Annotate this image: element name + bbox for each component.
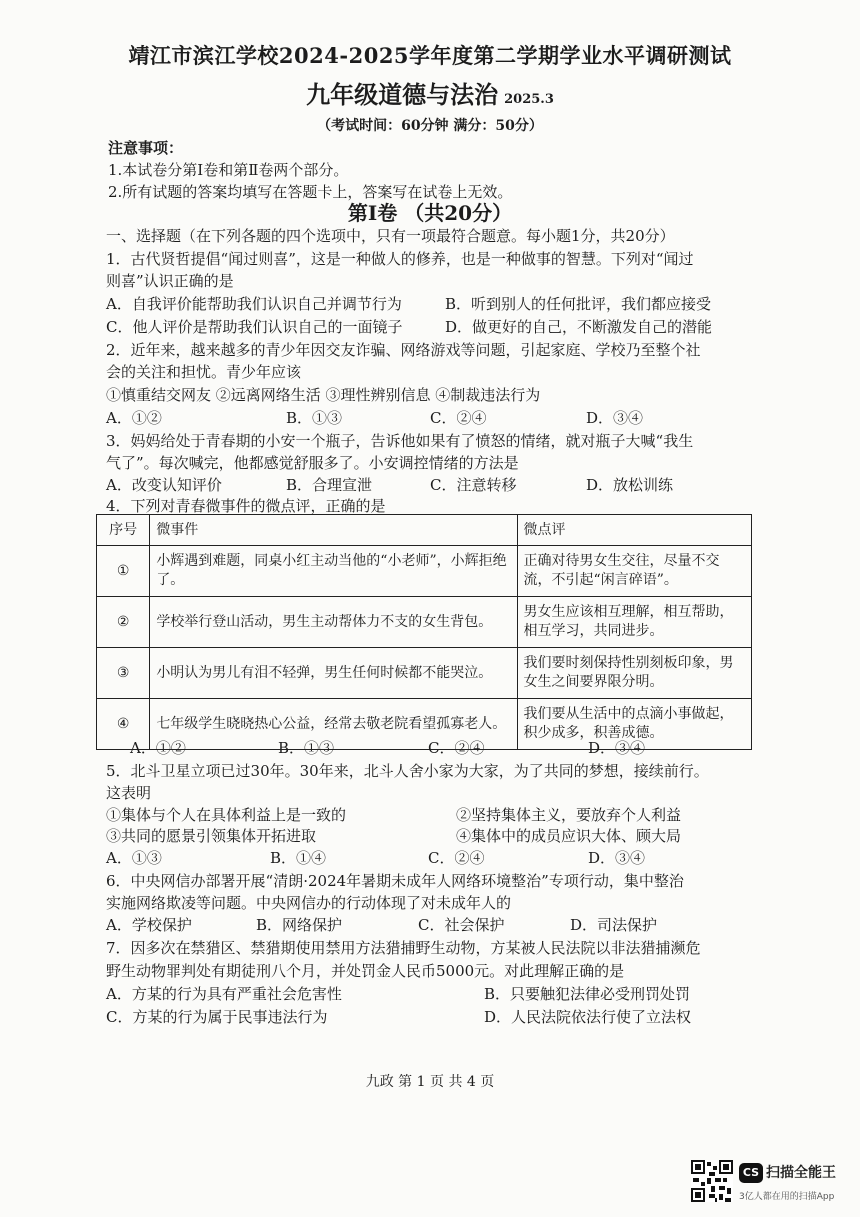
q6-stem-line1: 6．中央网信办部署开展“清朗·2024年暑期未成年人网络环境整治”专项行动，集中整治: [106, 872, 684, 890]
row-comment: 男女生应该相互理解，相互帮助，相互学习，共同进步。: [517, 597, 751, 648]
q1-option-d: D．做更好的自己，不断激发自己的潜能: [445, 318, 713, 336]
exam-date: 2025.3: [504, 92, 554, 107]
table-row: [97, 597, 752, 648]
q3-option-a: A．改变认知评价: [106, 476, 222, 494]
exam-subject: [0, 80, 860, 115]
q2-statements: ①慎重结交网友 ②远离网络生活 ③理性辨别信息 ④制裁违法行为: [106, 386, 541, 404]
table-row: [97, 648, 752, 699]
q6-option-a: A．学校保护: [106, 916, 192, 934]
q5-statement-1: ①集体与个人在具体利益上是一致的: [106, 806, 347, 824]
q1-stem-line2: 则喜”认识正确的是: [106, 272, 234, 290]
q5-statement-3: ③共同的愿景引领集体开拓进取: [106, 827, 317, 845]
q2-stem-line2: 会的关注和担忧。青少年应该: [106, 363, 302, 381]
q1-stem-line1: 1．古代贤哲提倡“闻过则喜”，这是一种做人的修养，也是一种做事的智慧。下列对“闻过: [106, 250, 694, 268]
subject-name: 九年级道德与法治: [306, 80, 499, 109]
q7-stem-line2: 野生动物罪判处有期徒刑八个月，并处罚金人民币5000元。对此理解正确的是: [106, 962, 625, 980]
table-header-event: 微事件: [150, 515, 517, 546]
row-comment: 正确对待男女生交往，尽量不交流，不引起“闲言碎语”。: [517, 546, 751, 597]
q2-stem-line1: 2．近年来，越来越多的青少年因交友诈骗、网络游戏等问题，引起家庭、学校乃至整个社: [106, 341, 701, 359]
q3-option-d: D．放松训练: [586, 476, 674, 494]
row-event: 小辉遇到难题，同桌小红主动当他的“小老师”，小辉拒绝了。: [150, 546, 517, 597]
table-row: [97, 699, 752, 750]
scanner-app-name: 扫描全能王: [766, 1165, 836, 1181]
row-comment: 我们要从生活中的点滴小事做起，积少成多，积善成德。: [517, 699, 751, 750]
q4-option-b: B．①③: [278, 739, 335, 757]
q4-option-c: C．②④: [428, 739, 485, 757]
q7-option-a: A．方某的行为具有严重社会危害性: [106, 985, 342, 1003]
row-event: 小明认为男儿有泪不轻弹，男生任何时候都不能哭泣。: [150, 648, 517, 699]
q5-statement-2: ②坚持集体主义，要放弃个人利益: [456, 806, 682, 824]
table-header-no: 序号: [97, 515, 150, 546]
notice-item-2: 2.所有试题的答案均填写在答题卡上，答案写在试卷上无效。: [108, 183, 513, 201]
q1-option-a: A．自我评价能帮助我们认识自己并调节行为: [106, 295, 402, 313]
q3-option-c: C．注意转移: [430, 476, 517, 494]
exam-title: 靖江市滨江学校2024-2025学年度第二学期学业水平调研测试: [128, 43, 732, 68]
q5-option-d: D．③④: [588, 849, 646, 867]
q2-option-a: A．①②: [106, 409, 162, 427]
q3-stem-line1: 3．妈妈给处于青春期的小安一个瓶子，告诉他如果有了愤怒的情绪，就对瓶子大喊“我生: [106, 432, 694, 450]
row-no: ②: [97, 597, 150, 648]
row-no: ④: [97, 699, 150, 750]
q2-option-d: D．③④: [586, 409, 644, 427]
row-event: 学校举行登山活动，男生主动帮体力不支的女生背包。: [150, 597, 517, 648]
q3-option-b: B．合理宣泄: [286, 476, 373, 494]
part1-heading: 第Ⅰ卷 （共20分）: [347, 201, 513, 225]
q6-stem-line2: 实施网络欺凌等问题。中央网信办的行动体现了对未成年人的: [106, 894, 512, 912]
q2-option-c: C．②④: [430, 409, 487, 427]
row-no: ①: [97, 546, 150, 597]
camscanner-logo-icon: CS: [739, 1163, 763, 1183]
notice-heading: 注意事项：: [108, 139, 184, 157]
q5-option-b: B．①④: [270, 849, 327, 867]
q7-option-b: B．只要触犯法律必受刑罚处罚: [484, 985, 691, 1003]
q5-statement-4: ④集体中的成员应识大体、顾大局: [456, 827, 682, 845]
row-comment: 我们要时刻保持性别刻板印象，男女生之间要界限分明。: [517, 648, 751, 699]
q3-stem-line2: 气了”。每次喊完，他都感觉舒服多了。小安调控情绪的方法是: [106, 454, 519, 472]
q4-stem: 4．下列对青春微事件的微点评，正确的是: [106, 497, 386, 515]
q7-stem-line1: 7．因多次在禁猎区、禁猎期使用禁用方法猎捕野生动物，方某被人民法院以非法猎捕濒危: [106, 939, 701, 957]
qr-code-icon: [691, 1160, 733, 1202]
q4-option-d: D．③④: [588, 739, 646, 757]
table-header-row: [97, 515, 752, 546]
row-event: 七年级学生晓晓热心公益，经常去敬老院看望孤寡老人。: [150, 699, 517, 750]
row-no: ③: [97, 648, 150, 699]
exam-time-info: （考试时间：60分钟 满分：50分）: [317, 118, 543, 134]
q6-option-c: C．社会保护: [418, 916, 505, 934]
scanner-app-tagline: 3亿人都在用的扫描App: [739, 1192, 835, 1202]
q1-option-c: C．他人评价是帮助我们认识自己的一面镜子: [106, 318, 403, 336]
q5-stem-line2: 这表明: [106, 784, 152, 802]
notice-item-1: 1.本试卷分第Ⅰ卷和第Ⅱ卷两个部分。: [108, 161, 349, 179]
q2-option-b: B．①③: [286, 409, 343, 427]
q4-option-a: A．①②: [130, 739, 186, 757]
page-footer: 九政 第 1 页 共 4 页: [365, 1074, 495, 1090]
q1-option-b: B．听到别人的任何批评，我们都应接受: [445, 295, 712, 313]
q7-option-c: C．方某的行为属于民事违法行为: [106, 1008, 328, 1026]
q5-option-c: C．②④: [428, 849, 485, 867]
q6-option-d: D．司法保护: [570, 916, 658, 934]
q5-stem-line1: 5．北斗卫星立项已过30年。30年来，北斗人舍小家为大家，为了共同的梦想，接续前行。: [106, 762, 709, 780]
table-header-comment: 微点评: [517, 515, 751, 546]
q6-option-b: B．网络保护: [256, 916, 343, 934]
q4-table: [96, 514, 752, 750]
table-row: [97, 546, 752, 597]
q5-option-a: A．①③: [106, 849, 162, 867]
section-instructions: 一、选择题（在下列各题的四个选项中，只有一项最符合题意。每小题1分，共20分）: [106, 227, 675, 245]
q7-option-d: D．人民法院依法行使了立法权: [484, 1008, 692, 1026]
